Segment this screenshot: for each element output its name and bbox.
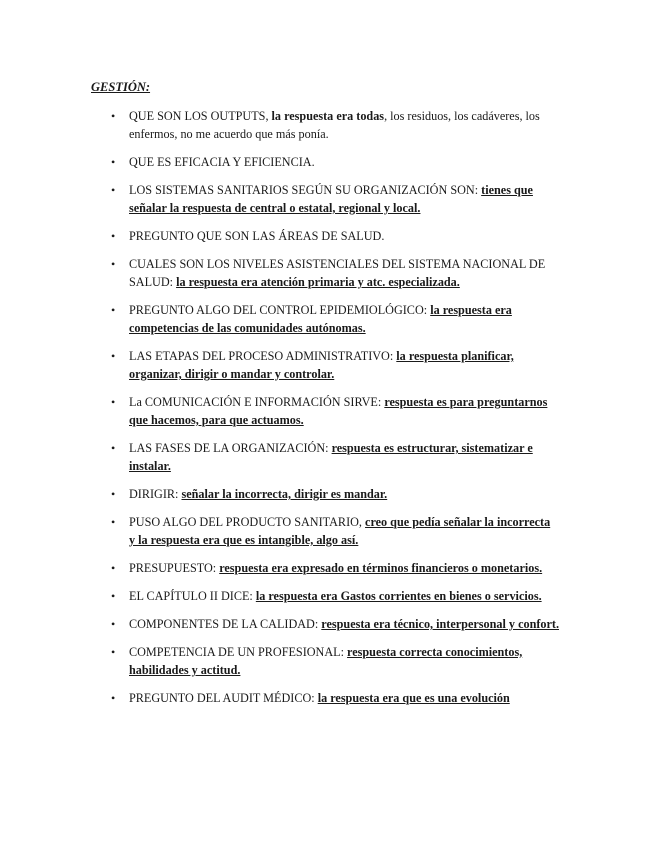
list-item [0,513,559,549]
question-text: COMPONENTES DE LA CALIDAD: [129,617,322,631]
bullet-icon: • [111,349,116,363]
bullet-icon: • [111,515,116,529]
question-list [0,107,655,717]
question-text: LOS SISTEMAS SANITARIOS SEGÚN SU ORGANIZACIÓN SON: [129,183,482,197]
answer-text: la respuesta era que es una evolución [317,691,510,705]
bullet-icon: • [111,229,116,243]
answer-text: señalar la incorrecta, dirigir es mandar. [181,487,388,501]
question-text: La COMUNICACIÓN E INFORMACIÓN SIRVE: [129,395,385,409]
question-text: CUALES SON LOS NIVELES ASISTENCIALES DEL SISTEMA NACIONAL DE SALUD: [129,257,546,289]
answer-text: respuesta correcta conocimientos, habilidades y actitud. [129,645,523,677]
bullet-icon: • [111,303,116,317]
answer-text: respuesta es para preguntarnos que hacemos, para que actuamos. [129,395,548,427]
list-item [0,689,559,707]
list-item [0,393,559,429]
question-text: PREGUNTO DEL AUDIT MÉDICO: [129,691,318,705]
question-text: EL CAPÍTULO II DICE: [129,589,256,603]
list-item [0,181,559,217]
list-item [0,227,559,245]
answer-text: la respuesta era Gastos corrientes en bienes o servicios. [255,589,542,603]
bullet-icon: • [111,561,116,575]
list-item [0,301,559,337]
list-item [0,587,559,605]
bullet-icon: • [111,109,116,123]
answer-text: respuesta es estructurar, sistematizar e instalar. [129,441,533,473]
question-text: LAS FASES DE LA ORGANIZACIÓN: [129,441,332,455]
question-text: COMPETENCIA DE UN PROFESIONAL: [129,645,348,659]
answer-text: la respuesta era atención primaria y atc. especializada. [176,275,460,289]
bullet-icon: • [111,487,116,501]
bullet-icon: • [111,589,116,603]
question-text: PRESUPUESTO: [129,561,220,575]
answer-text: la respuesta planificar, organizar, dirigir o mandar y controlar. [129,349,514,381]
question-text: QUE ES EFICACIA Y EFICIENCIA. [129,155,315,169]
bullet-icon: • [111,645,116,659]
list-item [0,107,559,143]
bullet-icon: • [111,691,116,705]
list-item [0,153,559,171]
question-text: PREGUNTO ALGO DEL CONTROL EPIDEMIOLÓGICO: [129,303,431,317]
bullet-icon: • [111,257,116,271]
list-item [0,255,559,291]
list-item [0,559,559,577]
question-text: QUE SON LOS OUTPUTS, [129,109,272,123]
section-heading: GESTIÓN: [91,80,151,94]
list-item [0,439,559,475]
list-item [0,643,559,679]
question-text: PREGUNTO QUE SON LAS ÁREAS DE SALUD. [129,229,385,243]
list-item [0,615,559,633]
bullet-icon: • [111,183,116,197]
bullet-icon: • [111,441,116,455]
answer-continuation: , los residuos, los cadáveres, los enfermos, no me acuerdo que más ponía. [129,109,540,141]
answer-text: respuesta era técnico, interpersonal y confort. [321,617,560,631]
question-text: DIRIGIR: [129,487,182,501]
question-text: LAS ETAPAS DEL PROCESO ADMINISTRATIVO: [129,349,397,363]
answer-text: respuesta era expresado en términos financieros o monetarios. [219,561,543,575]
question-text: PUSO ALGO DEL PRODUCTO SANITARIO, [129,515,366,529]
bullet-icon: • [111,395,116,409]
bullet-icon: • [111,617,116,631]
list-item [0,347,559,383]
list-item [0,485,559,503]
answer-text: tienes que señalar la respuesta de central o estatal, regional y local. [129,183,533,215]
answer-text: creo que pedía señalar la incorrecta y la respuesta era que es intangible, algo así. [129,515,551,547]
answer-emphasis: la respuesta era todas [271,109,385,123]
answer-text: la respuesta era competencias de las comunidades autónomas. [129,303,512,335]
bullet-icon: • [111,155,116,169]
